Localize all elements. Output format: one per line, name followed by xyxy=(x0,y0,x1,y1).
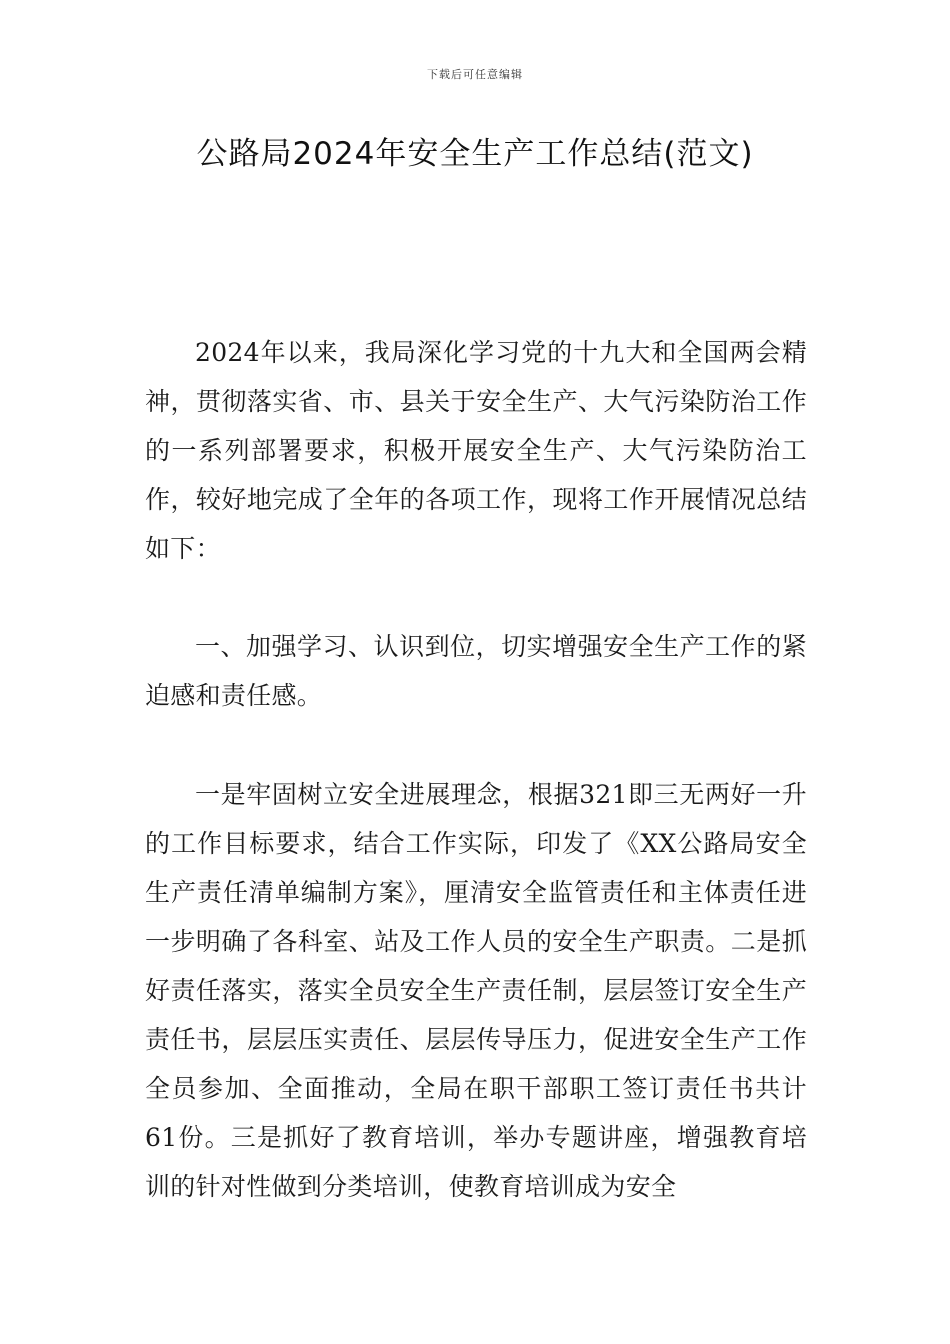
paragraph-section-heading: 一、加强学习、认识到位，切实增强安全生产工作的紧迫感和责任感。 xyxy=(145,632,807,710)
document-title: 公路局2024年安全生产工作总结(范文) xyxy=(196,136,754,172)
header-note: 下载后可任意编辑 xyxy=(427,68,523,81)
paragraph-details: 一是牢固树立安全进展理念，根据321即三无两好一升的工作目标要求，结合工作实际，印发了《XX公路局安全生产责任清单编制方案》，厘清安全监管责任和主体责任进一步明确了各科室、站及工作人员的安全生产职责。二是抓好责任落实，落实全员安全生产责任制，层层签订安全生产责任书，层层压实责任、层层传导压力，促进安全生产工作全员参加、全面推动，全局在职干部职工签订责任书共计61份。三是抓好了教育培训，举办专题讲座，增强教育培训的针对性做到分类培训，使教育培训成为安全 xyxy=(145,780,807,1201)
paragraph-intro: 2024年以来，我局深化学习党的十九大和全国两会精神，贯彻落实省、市、县关于安全生产、大气污染防治工作的一系列部署要求，积极开展安全生产、大气污染防治工作，较好地完成了全年的各项工作，现将工作开展情况总结如下： xyxy=(145,338,807,563)
